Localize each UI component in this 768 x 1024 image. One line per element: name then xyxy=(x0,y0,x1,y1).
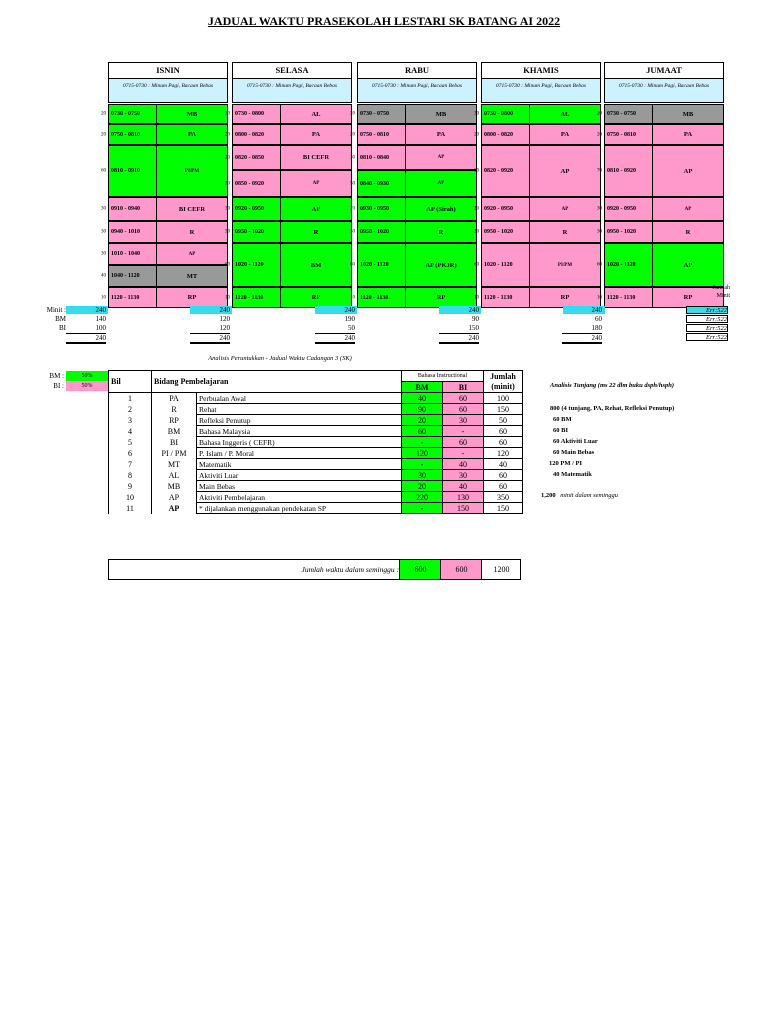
slot-duration: 10 xyxy=(225,295,230,300)
slot-duration: 60 xyxy=(597,262,602,268)
row-bi: 130 xyxy=(443,492,484,503)
row-bi: 40 xyxy=(443,459,484,470)
slot-duration: 30 xyxy=(225,181,230,186)
tunjang-total-note: minit dalam seminggu xyxy=(560,492,619,499)
slot-subject: RP xyxy=(652,287,724,308)
row-bil: 7 xyxy=(109,459,152,470)
summary-value: 90 xyxy=(472,315,479,323)
day-name: KHAMIS xyxy=(481,62,601,79)
slot-subject: PA xyxy=(280,124,352,145)
row-bm: - xyxy=(402,437,443,448)
row-bidang: Bahasa Inggeris ( CEFR) xyxy=(197,437,402,448)
summary-row-label: BI xyxy=(59,324,66,332)
timetable-slot xyxy=(597,104,724,124)
row-bidang: Main Bebas xyxy=(197,481,402,492)
slot-subject: R xyxy=(652,221,724,243)
header-bahasa: Bahasa Instructional xyxy=(402,371,484,382)
day-column xyxy=(350,62,477,301)
row-kod: PI / PM xyxy=(152,448,197,459)
timetable-slot xyxy=(474,124,601,145)
slot-duration: 30 xyxy=(474,229,479,235)
slot-time: 1120 - 1130 xyxy=(357,287,405,308)
slot-time: 0820 - 0920 xyxy=(481,145,529,197)
row-bil: 10 xyxy=(109,492,152,503)
day-note: 0715-0730 : Minum Pagi, Bacaan Bebas xyxy=(481,79,601,103)
timetable-slot xyxy=(350,170,477,197)
slot-duration: 20 xyxy=(101,132,106,137)
row-jumlah: 60 xyxy=(484,470,523,481)
timetable-slot xyxy=(474,243,601,287)
table-row xyxy=(109,481,523,492)
row-jumlah: 150 xyxy=(484,503,523,514)
row-bm: 60 xyxy=(402,426,443,437)
row-bidang: P. Islam / P. Moral xyxy=(197,448,402,459)
slot-subject: PA xyxy=(405,124,477,145)
row-jumlah: 50 xyxy=(484,415,523,426)
summary-value: 140 xyxy=(95,315,106,323)
row-bidang: Matematik xyxy=(197,459,402,470)
timetable-slot xyxy=(225,104,352,124)
summary-value: 240 xyxy=(344,306,355,314)
slot-time: 1020 - 1120 xyxy=(481,243,529,287)
slot-duration: 30 xyxy=(350,229,355,235)
slot-time: 0810 - 0920 xyxy=(604,145,652,197)
row-bi: 30 xyxy=(443,470,484,481)
slot-subject: AP xyxy=(652,197,724,221)
slot-subject: MT xyxy=(156,265,228,287)
slot-duration: 10 xyxy=(350,295,355,300)
slot-subject: AP xyxy=(652,243,724,287)
summary-row-label: BM xyxy=(55,315,66,323)
slot-time: 0800 - 0820 xyxy=(232,124,280,145)
table-row xyxy=(109,437,523,448)
table-row xyxy=(109,503,523,514)
slot-time: 0920 - 0950 xyxy=(481,197,529,221)
slot-duration: 30 xyxy=(597,229,602,235)
timetable-slot xyxy=(101,221,228,243)
header-jumlah: Jumlah xyxy=(484,371,523,382)
ratio-bm-value: 50% xyxy=(66,371,108,381)
row-kod: R xyxy=(152,404,197,415)
row-bidang: Perbualan Awal xyxy=(197,393,402,404)
slot-time: 0950 - 1020 xyxy=(481,221,529,243)
analysis-title: Analisis Peruntukkan - Jadual Waktu Cadangan 3 (SK) xyxy=(208,355,352,362)
timetable-slot xyxy=(225,124,352,145)
row-bi: 60 xyxy=(443,437,484,448)
timetable-slot xyxy=(597,243,724,287)
row-kod: MB xyxy=(152,481,197,492)
tunjang-total-value: 1,200 xyxy=(541,492,556,499)
weekly-total-all: 1200 xyxy=(481,560,521,579)
summary-value: 100 xyxy=(95,324,106,332)
timetable-slot xyxy=(474,221,601,243)
slot-duration: 30 xyxy=(225,206,230,212)
timetable-slot xyxy=(350,145,477,170)
row-bm: 20 xyxy=(402,481,443,492)
slot-duration: 20 xyxy=(597,132,602,137)
row-bidang: Aktiviti Pembelajaran xyxy=(197,492,402,503)
slot-subject: R xyxy=(280,221,352,243)
table-row xyxy=(109,459,523,470)
slot-subject: R xyxy=(156,221,228,243)
timetable-slot xyxy=(350,243,477,287)
slot-time: 0730 - 0750 xyxy=(357,104,405,124)
timetable-slot xyxy=(101,287,228,308)
slot-time: 1120 - 1130 xyxy=(604,287,652,308)
row-bidang: Refleksi Penutup xyxy=(197,415,402,426)
summary-value: 240 xyxy=(562,333,602,344)
header-bi: BI xyxy=(443,382,484,393)
slot-duration: 20 xyxy=(474,132,479,137)
error-cell: Err:522 xyxy=(686,333,728,341)
day-name: JUMAAT xyxy=(604,62,724,79)
timetable-slot xyxy=(597,197,724,221)
ratio-bi-value: 50% xyxy=(66,381,108,391)
summary-value: 240 xyxy=(468,306,479,314)
day-column xyxy=(225,62,352,301)
tunjang-title: Analisis Tunjang (ms 22 dlm buku dsph/hsph) xyxy=(550,382,675,389)
timetable-slot xyxy=(350,221,477,243)
timetable-slot xyxy=(350,104,477,124)
allocation-table xyxy=(108,370,523,514)
row-kod: AL xyxy=(152,470,197,481)
slot-time: 0850 - 0920 xyxy=(232,170,280,197)
summary-row-label: Minit : xyxy=(46,306,66,314)
summary-value: 180 xyxy=(591,324,602,332)
ratio-bi-label: BI : xyxy=(53,382,64,390)
row-bil: 4 xyxy=(109,426,152,437)
table-row xyxy=(109,448,523,459)
slot-time: 0810 - 0840 xyxy=(357,145,405,170)
timetable-slot xyxy=(474,104,601,124)
tunjang-line: 60 BI xyxy=(553,427,568,434)
row-jumlah: 60 xyxy=(484,426,523,437)
row-bil: 2 xyxy=(109,404,152,415)
row-bm: 20 xyxy=(402,415,443,426)
summary-value: 50 xyxy=(348,324,355,332)
timetable-slot xyxy=(597,145,724,197)
slot-time: 0810 - 0910 xyxy=(108,145,156,197)
row-bm: 220 xyxy=(402,492,443,503)
slot-duration: 70 xyxy=(597,168,602,174)
error-cell: Err:522 xyxy=(686,324,728,332)
slot-time: 0730 - 0800 xyxy=(232,104,280,124)
slot-duration: 30 xyxy=(350,155,355,160)
slot-subject: R xyxy=(529,221,601,243)
timetable-slot xyxy=(101,124,228,145)
row-bm: 90 xyxy=(402,404,443,415)
slot-subject: AP xyxy=(652,145,724,197)
header-bil: Bil xyxy=(109,371,152,393)
slot-duration: 20 xyxy=(350,111,355,117)
slot-time: 0730 - 0800 xyxy=(481,104,529,124)
timetable-slot xyxy=(350,197,477,221)
row-bil: 5 xyxy=(109,437,152,448)
summary-value: 240 xyxy=(95,306,106,314)
slot-subject: MB xyxy=(156,104,228,124)
row-bm: - xyxy=(402,459,443,470)
summary-value: 240 xyxy=(591,306,602,314)
tunjang-total xyxy=(541,492,618,499)
summary-value: 240 xyxy=(315,333,355,344)
row-bidang: Rehat xyxy=(197,404,402,415)
timetable-slot xyxy=(225,170,352,197)
slot-subject: RP xyxy=(405,287,477,308)
row-bidang: * dijalankan menggunakan pendekatan SP xyxy=(197,503,402,514)
row-bi: 150 xyxy=(443,503,484,514)
row-bil: 9 xyxy=(109,481,152,492)
page-title: JADUAL WAKTU PRASEKOLAH LESTARI SK BATANG AI 2022 xyxy=(207,14,561,28)
slot-subject: PA xyxy=(529,124,601,145)
summary-value: 190 xyxy=(344,315,355,323)
slot-subject: MB xyxy=(652,104,724,124)
row-bi: - xyxy=(443,426,484,437)
weekly-total-label: Jumlah waktu dalam seminggu : xyxy=(301,565,399,574)
slot-duration: 20 xyxy=(225,132,230,137)
slot-subject: AP xyxy=(405,145,477,170)
error-cell: Err:522 xyxy=(686,306,728,314)
row-jumlah: 40 xyxy=(484,459,523,470)
timetable-slot xyxy=(474,145,601,197)
slot-time: 0800 - 0820 xyxy=(481,124,529,145)
slot-time: 0730 - 0750 xyxy=(108,104,156,124)
row-jumlah: 60 xyxy=(484,481,523,492)
slot-subject: PA xyxy=(156,124,228,145)
timetable-slot xyxy=(350,287,477,308)
weekly-total-bi: 600 xyxy=(440,560,482,579)
tunjang-line: 800 (4 tunjang, PA, Rehat, Refleksi Penutup) xyxy=(550,405,675,412)
day-name: RABU xyxy=(357,62,477,79)
slot-time: 0820 - 0850 xyxy=(232,145,280,170)
slot-subject: AP xyxy=(529,197,601,221)
day-note: 0715-0730 : Minum Pagi, Bacaan Bebas xyxy=(108,79,228,103)
slot-duration: 10 xyxy=(597,295,602,300)
tunjang-line: 60 Main Bebas xyxy=(553,449,595,456)
row-bm: 30 xyxy=(402,470,443,481)
summary-value: 120 xyxy=(219,315,230,323)
slot-subject: AP (Sirah) xyxy=(405,197,477,221)
day-name: SELASA xyxy=(232,62,352,79)
row-bi: 60 xyxy=(443,393,484,404)
slot-time: 0920 - 0950 xyxy=(232,197,280,221)
row-bi: 40 xyxy=(443,481,484,492)
slot-duration: 20 xyxy=(350,132,355,137)
tunjang-line: 40 Matematik xyxy=(553,471,592,478)
row-kod: AP xyxy=(152,492,197,503)
slot-subject: AP xyxy=(156,243,228,265)
day-column xyxy=(101,62,228,301)
row-bil: 3 xyxy=(109,415,152,426)
summary-value: 240 xyxy=(439,333,479,344)
timetable-slot xyxy=(101,243,228,265)
slot-subject: BM xyxy=(280,243,352,287)
weekly-total-bm: 600 xyxy=(399,560,441,579)
row-jumlah: 60 xyxy=(484,437,523,448)
table-row xyxy=(109,415,523,426)
slot-subject: RP xyxy=(156,287,228,308)
summary-value: 60 xyxy=(595,315,602,323)
slot-duration: 60 xyxy=(350,262,355,268)
table-row xyxy=(109,470,523,481)
slot-duration: 30 xyxy=(225,155,230,160)
timetable-slot xyxy=(597,221,724,243)
slot-time: 1020 - 1120 xyxy=(357,243,405,287)
slot-time: 0730 - 0750 xyxy=(604,104,652,124)
timetable-slot xyxy=(225,243,352,287)
timetable-slot xyxy=(225,221,352,243)
day-name: ISNIN xyxy=(108,62,228,79)
row-bi: - xyxy=(443,448,484,459)
timetable-slot xyxy=(101,145,228,197)
row-bil: 8 xyxy=(109,470,152,481)
slot-time: 0920 - 0950 xyxy=(604,197,652,221)
slot-time: 1020 - 1120 xyxy=(232,243,280,287)
row-jumlah: 350 xyxy=(484,492,523,503)
slot-subject: BI CEFR xyxy=(156,197,228,221)
day-note: 0715-0730 : Minum Pagi, Bacaan Bebas xyxy=(357,79,477,103)
row-kod: AP xyxy=(152,503,197,514)
slot-subject: AP xyxy=(280,170,352,197)
slot-subject: MB xyxy=(405,104,477,124)
table-row xyxy=(109,426,523,437)
slot-subject: AP (PKJR) xyxy=(405,243,477,287)
summary-value: 240 xyxy=(190,333,230,344)
summary-value: 240 xyxy=(66,333,106,344)
slot-time: 0950 - 1020 xyxy=(604,221,652,243)
slot-duration: 60 xyxy=(225,262,230,268)
row-bm: 40 xyxy=(402,393,443,404)
summary-value: 120 xyxy=(219,324,230,332)
table-row xyxy=(109,404,523,415)
tunjang-line: 60 BM xyxy=(553,416,572,423)
slot-subject: AP xyxy=(529,145,601,197)
header-bidang: Bidang Pembelajaran xyxy=(152,371,402,393)
slot-duration: 30 xyxy=(225,229,230,235)
slot-duration: 20 xyxy=(597,111,602,117)
slot-time: 0930 - 0950 xyxy=(357,197,405,221)
slot-time: 1120 - 1130 xyxy=(481,287,529,308)
timetable-slot xyxy=(474,197,601,221)
slot-subject: AP xyxy=(405,170,477,197)
slot-duration: 30 xyxy=(474,206,479,212)
slot-subject: AL xyxy=(280,104,352,124)
slot-time: 0750 - 0810 xyxy=(604,124,652,145)
slot-duration: 30 xyxy=(597,206,602,212)
day-note: 0715-0730 : Minum Pagi, Bacaan Bebas xyxy=(604,79,724,103)
slot-duration: 20 xyxy=(350,206,355,212)
tunjang-line: 60 Aktiviti Luar xyxy=(553,438,598,445)
timetable-slot xyxy=(474,287,601,308)
slot-subject: PI/PM xyxy=(156,145,228,197)
slot-time: 1020 - 1120 xyxy=(604,243,652,287)
jumlah-minit-label: Jumlah Minit xyxy=(712,285,730,299)
slot-time: 0840 - 0930 xyxy=(357,170,405,197)
error-cell: Err:522 xyxy=(686,315,728,323)
weekly-total-row xyxy=(108,559,521,580)
slot-duration: 30 xyxy=(101,229,106,235)
timetable-slot xyxy=(101,104,228,124)
row-kod: BM xyxy=(152,426,197,437)
slot-time: 1120 - 1130 xyxy=(232,287,280,308)
slot-subject: PI/PM xyxy=(529,243,601,287)
header-minit: (minit) xyxy=(484,382,523,393)
slot-duration: 30 xyxy=(474,111,479,117)
table-row xyxy=(109,393,523,404)
row-bil: 11 xyxy=(109,503,152,514)
slot-time: 0950 - 1020 xyxy=(357,221,405,243)
ratio-bm-label: BM : xyxy=(49,372,64,380)
slot-subject: AL xyxy=(529,104,601,124)
day-note: 0715-0730 : Minum Pagi, Bacaan Bebas xyxy=(232,79,352,103)
row-jumlah: 120 xyxy=(484,448,523,459)
timetable-slot xyxy=(597,124,724,145)
slot-subject: BI CEFR xyxy=(280,145,352,170)
slot-duration: 30 xyxy=(101,251,106,257)
slot-duration: 10 xyxy=(474,295,479,300)
slot-time: 0910 - 0940 xyxy=(108,197,156,221)
row-kod: MT xyxy=(152,459,197,470)
slot-time: 1010 - 1040 xyxy=(108,243,156,265)
summary-value: 150 xyxy=(468,324,479,332)
row-bi: 30 xyxy=(443,415,484,426)
slot-duration: 40 xyxy=(101,273,106,279)
row-kod: BI xyxy=(152,437,197,448)
slot-duration: 60 xyxy=(474,168,479,174)
timetable-slot xyxy=(101,197,228,221)
slot-duration: 30 xyxy=(225,111,230,117)
slot-duration: 10 xyxy=(101,295,106,300)
slot-subject: RP xyxy=(280,287,352,308)
row-bm: 120 xyxy=(402,448,443,459)
slot-subject: RP xyxy=(529,287,601,308)
summary-value: 240 xyxy=(219,306,230,314)
slot-time: 0750 - 0810 xyxy=(108,124,156,145)
slot-subject: R xyxy=(405,221,477,243)
row-bi: 60 xyxy=(443,404,484,415)
row-kod: RP xyxy=(152,415,197,426)
slot-time: 1120 - 1130 xyxy=(108,287,156,308)
slot-duration: 60 xyxy=(101,168,106,174)
row-bidang: Aktiviti Luar xyxy=(197,470,402,481)
timetable-slot xyxy=(225,287,352,308)
slot-duration: 30 xyxy=(101,206,106,212)
slot-duration: 60 xyxy=(474,262,479,268)
tunjang-line: 120 PM / PI xyxy=(549,460,583,467)
row-bm: - xyxy=(402,503,443,514)
row-jumlah: 100 xyxy=(484,393,523,404)
slot-duration: 20 xyxy=(101,111,106,117)
row-bil: 1 xyxy=(109,393,152,404)
timetable-slot xyxy=(225,145,352,170)
slot-time: 0950 - 1020 xyxy=(232,221,280,243)
row-bil: 6 xyxy=(109,448,152,459)
header-bm: BM xyxy=(402,382,443,393)
slot-time: 1040 - 1120 xyxy=(108,265,156,287)
slot-duration: 50 xyxy=(350,181,355,186)
slot-subject: AP xyxy=(280,197,352,221)
slot-subject: PA xyxy=(652,124,724,145)
row-kod: PA xyxy=(152,393,197,404)
row-bidang: Bahasa Malaysia xyxy=(197,426,402,437)
table-row xyxy=(109,492,523,503)
timetable-slot xyxy=(350,124,477,145)
row-jumlah: 150 xyxy=(484,404,523,415)
slot-time: 0940 - 1010 xyxy=(108,221,156,243)
slot-time: 0750 - 0810 xyxy=(357,124,405,145)
timetable-slot xyxy=(225,197,352,221)
